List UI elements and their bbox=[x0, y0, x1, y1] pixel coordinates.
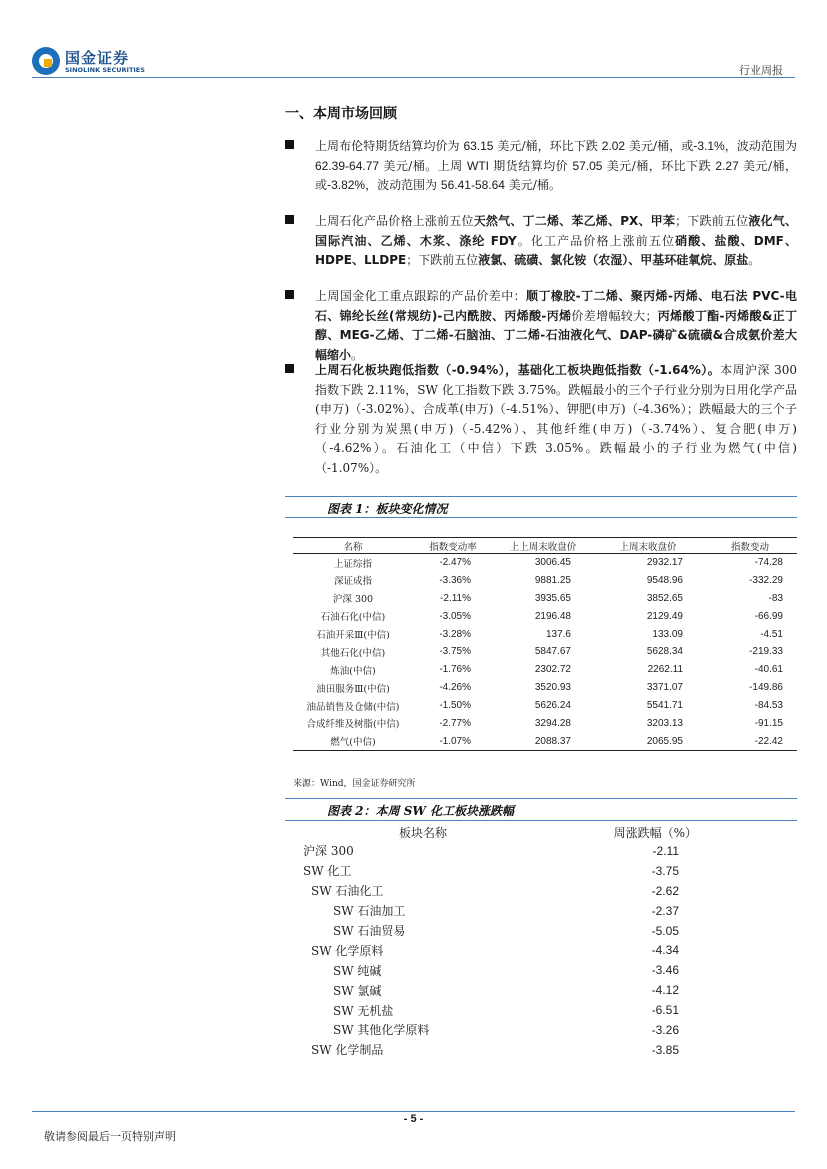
text-segment: 2.27 bbox=[715, 158, 739, 173]
value-cell: -3.05% bbox=[439, 610, 471, 622]
value-cell: -40.61 bbox=[754, 664, 783, 676]
table-header-row bbox=[293, 824, 713, 841]
table-row bbox=[293, 554, 797, 572]
value-cell: 3203.13 bbox=[646, 717, 683, 729]
table-row bbox=[293, 697, 797, 715]
sector-name-cell: 沪深 300 bbox=[303, 844, 354, 859]
value-cell: 5541.71 bbox=[646, 700, 683, 712]
weekly-change-cell: -3.75 bbox=[651, 863, 679, 878]
bullet-paragraph bbox=[285, 361, 797, 478]
table-row bbox=[293, 1020, 713, 1040]
figure2-caption: 图表 2：本周 SW 化工板块涨跌幅 bbox=[327, 804, 515, 818]
value-cell: 3371.07 bbox=[646, 682, 683, 694]
value-cell: -4.51 bbox=[760, 628, 783, 640]
sector-name-cell: SW 化工 bbox=[303, 864, 352, 879]
value-cell: -4.26% bbox=[439, 682, 471, 694]
sector-name-cell: 石油开采Ⅲ(中信) bbox=[316, 630, 390, 641]
table-row bbox=[293, 980, 713, 1000]
text-segment: ；下跌前五位 bbox=[675, 214, 749, 228]
bullet-text bbox=[315, 361, 797, 478]
bold-text-segment: 硝酸、盐酸、DMF、HDPE、LLDPE bbox=[315, 233, 797, 267]
table-row bbox=[293, 589, 797, 607]
text-segment: WTI bbox=[467, 158, 490, 173]
sw-chemical-sector-table bbox=[293, 824, 713, 1060]
value-cell: -74.28 bbox=[754, 557, 783, 569]
value-cell: -1.07% bbox=[413, 732, 493, 750]
report-type-label: 行业周报 bbox=[739, 64, 783, 77]
figure1-caption-rule bbox=[285, 517, 797, 518]
bold-text-segment: 上周石化板块跑低指数（-0.94%），基础化工板块跑低指数（-1.64%）。 bbox=[315, 363, 721, 377]
value-cell: 2196.48 bbox=[534, 610, 571, 622]
table-row bbox=[293, 861, 713, 881]
header-divider bbox=[32, 77, 795, 78]
disclaimer-note: 敬请参阅最后一页特别声明 bbox=[44, 1130, 176, 1143]
table-row bbox=[293, 921, 713, 941]
bullet-text bbox=[315, 212, 797, 271]
table-row bbox=[293, 732, 797, 750]
sector-name-cell: SW 无机盐 bbox=[333, 1003, 394, 1018]
value-cell: -1.76% bbox=[439, 664, 471, 676]
table-row bbox=[293, 901, 713, 921]
weekly-change-cell: -3.46 bbox=[651, 963, 679, 978]
text-segment: 本周沪深 300 指数下跌 2.11%，SW 化工指数下跌 3.75%。跌幅最小的三个子行业分别为日用化学产品(申万)（-3.02%）、合成革(申万)（-4.51%）、钾肥(申万)（-4.36%）；跌幅最大的三个子行业分别为炭黑(申万)（-5.42%）、其他纤维(申万)（-3.74%）、复合肥(申万)（-4.62%）。石油化工（中信）下跌 3.05%。跌幅最小的子行业为燃气(中信)（-1.07%）。 bbox=[315, 363, 797, 475]
table-row bbox=[293, 715, 797, 733]
value-cell: 9548.96 bbox=[646, 574, 683, 586]
figure2-caption-rule bbox=[285, 820, 797, 821]
value-cell: 2129.49 bbox=[646, 610, 683, 622]
weekly-change-cell: -2.37 bbox=[651, 903, 679, 918]
text-segment: 3.1% bbox=[697, 139, 725, 153]
weekly-change-cell: -2.62 bbox=[651, 883, 679, 898]
weekly-change-cell: -4.34 bbox=[651, 943, 679, 958]
bold-text-segment: 顺丁橡胶-丁二烯、聚丙烯-丙烯、电石法 PVC-电石、锦纶长丝(常规纺)-己内酰胺、丙烯酸-丙烯 bbox=[315, 289, 797, 323]
value-cell: -3.36% bbox=[439, 574, 471, 586]
logo-text-en: SINOLINK SECURITIES bbox=[65, 66, 145, 74]
value-cell: -91.15 bbox=[754, 717, 783, 729]
bullet-paragraph bbox=[285, 137, 797, 196]
sector-name-cell: SW 石油加工 bbox=[333, 904, 406, 919]
table-body bbox=[293, 554, 797, 751]
table-row bbox=[293, 661, 797, 679]
table-row bbox=[293, 940, 713, 960]
text-segment: 。化工产品价格上涨前五位 bbox=[516, 233, 676, 248]
value-cell: 2262.11 bbox=[647, 664, 683, 676]
text-segment: 62.39-64.77 bbox=[315, 158, 380, 173]
sector-name-cell: 合成纤维及树脂(中信) bbox=[306, 719, 400, 731]
table-row bbox=[293, 571, 797, 589]
footer-divider bbox=[32, 1111, 795, 1112]
weekly-change-cell: -4.12 bbox=[651, 983, 679, 998]
text-segment: 美元/桶。 bbox=[504, 178, 561, 192]
text-segment: 期货结算均价 bbox=[489, 158, 573, 173]
value-cell: 3852.65 bbox=[646, 592, 683, 604]
table-row bbox=[293, 960, 713, 980]
sector-name-cell: 油品销售及仓储(中信) bbox=[306, 701, 400, 713]
sector-name-cell: 沪深 300 bbox=[332, 594, 374, 606]
value-cell: 137.6 bbox=[545, 628, 571, 640]
value-cell: -2.47% bbox=[439, 557, 471, 569]
text-segment: ，波动范围为 bbox=[365, 178, 441, 192]
bullet-text bbox=[315, 137, 797, 196]
table-row bbox=[293, 1040, 713, 1060]
value-cell: -219.33 bbox=[749, 646, 783, 658]
column-header: 板块名称 bbox=[398, 826, 447, 840]
column-header: 上周末收盘价 bbox=[593, 538, 703, 554]
logo-mark-icon bbox=[32, 47, 60, 75]
text-segment: ，波动范围为 bbox=[724, 139, 797, 153]
value-cell: -2.11% bbox=[440, 592, 471, 604]
table-row bbox=[293, 607, 797, 625]
sector-name-cell: SW 石油化工 bbox=[311, 884, 384, 899]
value-cell: 3935.65 bbox=[534, 592, 571, 604]
sector-name-cell: 石油石化(中信) bbox=[320, 612, 386, 624]
text-segment: 上周国金化工重点跟踪的产品价差中： bbox=[315, 289, 527, 303]
weekly-change-cell: -2.11 bbox=[652, 843, 679, 858]
value-cell: -66.99 bbox=[754, 610, 783, 622]
source-note: 来源：Wind，国金证券研究所 bbox=[293, 779, 416, 789]
value-cell: -84.53 bbox=[754, 700, 783, 712]
column-header: 上上周末收盘价 bbox=[493, 538, 593, 554]
bullet-square-icon bbox=[285, 364, 294, 373]
figure2-top-rule bbox=[285, 798, 797, 799]
value-cell: 2302.72 bbox=[534, 664, 571, 676]
weekly-change-cell: -6.51 bbox=[651, 1003, 679, 1018]
table-header-row bbox=[293, 538, 797, 554]
text-segment: 57.05 bbox=[572, 158, 603, 173]
weekly-change-cell: -3.85 bbox=[651, 1042, 679, 1057]
text-segment: 上周石化产品价格上涨前五位 bbox=[315, 214, 474, 228]
sector-name-cell: 上证综指 bbox=[333, 558, 372, 570]
column-header: 周涨跌幅（%） bbox=[613, 826, 697, 840]
page-number: - 5 - bbox=[403, 1113, 424, 1125]
table-body bbox=[293, 841, 713, 1060]
text-segment: ；下跌前五位 bbox=[406, 253, 479, 267]
value-cell: 2065.95 bbox=[593, 732, 703, 750]
table-row bbox=[293, 841, 713, 861]
logo-text-cn: 国金证券 bbox=[65, 49, 130, 67]
value-cell: -3.75% bbox=[439, 646, 471, 658]
value-cell: 3006.45 bbox=[534, 557, 571, 569]
table-row bbox=[293, 881, 713, 901]
text-segment: 。 bbox=[351, 347, 364, 362]
value-cell: -332.29 bbox=[749, 574, 783, 586]
sector-name-cell: 深证成指 bbox=[333, 576, 372, 588]
sector-name-cell: SW 化学原料 bbox=[311, 943, 384, 958]
column-header: 指数变动 bbox=[703, 538, 797, 554]
text-segment: 美元/桶，或- bbox=[315, 158, 797, 192]
bullet-square-icon bbox=[285, 215, 294, 224]
bold-text-segment: 丙烯酸丁酯-丙烯酸&正丁醇、MEG-乙烯、丁二烯-石脑油、丁二烯-石油液化气、DAP-磷矿&硫磺&合成氨价差大幅缩小 bbox=[315, 308, 797, 362]
table-row bbox=[293, 679, 797, 697]
weekly-change-cell: -5.05 bbox=[651, 923, 679, 938]
sector-name-cell: 其他石化(中信) bbox=[320, 647, 386, 659]
sector-change-table bbox=[293, 537, 797, 751]
value-cell: -83 bbox=[768, 592, 783, 604]
logo bbox=[32, 47, 162, 77]
value-cell: 2932.17 bbox=[646, 557, 683, 569]
text-segment: 美元/桶。上周 bbox=[379, 158, 468, 173]
sector-name-cell: SW 其他化学原料 bbox=[333, 1023, 430, 1038]
sector-name-cell: 燃气(中信) bbox=[293, 732, 413, 750]
sector-name-cell: SW 化学制品 bbox=[311, 1043, 384, 1058]
sector-name-cell: 炼油(中信) bbox=[330, 665, 376, 677]
bullet-square-icon bbox=[285, 140, 294, 149]
figure1-caption: 图表 1：板块变化情况 bbox=[327, 502, 448, 516]
column-header: 指数变动率 bbox=[413, 538, 493, 554]
text-segment: 美元/桶，或- bbox=[625, 139, 698, 153]
value-cell: 5628.34 bbox=[646, 646, 683, 658]
bullet-square-icon bbox=[285, 290, 294, 299]
text-segment: 美元/桶，环比下跌 bbox=[493, 139, 602, 153]
sector-name-cell: SW 纯碱 bbox=[333, 963, 382, 978]
value-cell: -3.28% bbox=[439, 628, 471, 640]
bold-text-segment: 液氯、硫磺、氯化铵（农湿）、甲基环硅氧烷、原盐 bbox=[478, 253, 749, 267]
text-segment: 美元/桶，环比下跌 bbox=[602, 158, 716, 173]
bold-text-segment: 液化气、国际汽油、乙烯、木浆、涤纶 FDY bbox=[315, 214, 797, 248]
column-header: 名称 bbox=[293, 538, 413, 554]
bullet-paragraph bbox=[285, 287, 797, 365]
sector-name-cell: SW 氯碱 bbox=[333, 983, 382, 998]
text-segment: 价差增幅较大； bbox=[571, 308, 658, 323]
value-cell: 3294.28 bbox=[534, 717, 571, 729]
bold-text-segment: 天然气、丁二烯、苯乙烯、PX、甲苯 bbox=[473, 214, 676, 228]
sector-name-cell: 油田服务Ⅲ(中信) bbox=[316, 683, 390, 695]
text-segment: 3.82% bbox=[331, 178, 366, 192]
bullet-paragraph bbox=[285, 212, 797, 271]
text-segment: 56.41-58.64 bbox=[440, 178, 505, 192]
value-cell: 5626.24 bbox=[534, 700, 571, 712]
sector-name-cell: SW 石油贸易 bbox=[333, 924, 406, 938]
value-cell: -149.86 bbox=[749, 682, 783, 694]
text-segment: 上周布伦特期货结算均价为 bbox=[315, 139, 464, 153]
text-segment: 63.15 bbox=[463, 139, 494, 153]
weekly-change-cell: -3.26 bbox=[651, 1022, 679, 1037]
text-segment: 。 bbox=[748, 253, 761, 267]
value-cell: 2088.37 bbox=[493, 732, 593, 750]
figure1-top-rule bbox=[285, 496, 797, 497]
value-cell: 5847.67 bbox=[534, 646, 571, 658]
text-segment: 2.02 bbox=[601, 139, 626, 153]
table-row bbox=[293, 1000, 713, 1020]
value-cell: -1.50% bbox=[439, 700, 471, 712]
table-row bbox=[293, 625, 797, 643]
value-cell: 9881.25 bbox=[534, 574, 571, 586]
value-cell: 3520.93 bbox=[534, 682, 571, 694]
value-cell: -2.77% bbox=[439, 717, 471, 729]
section-title: 一、本周市场回顾 bbox=[285, 106, 397, 122]
bullet-text bbox=[315, 287, 797, 365]
value-cell: 133.09 bbox=[652, 628, 683, 640]
table-row bbox=[293, 643, 797, 661]
value-cell: -22.42 bbox=[703, 732, 797, 750]
